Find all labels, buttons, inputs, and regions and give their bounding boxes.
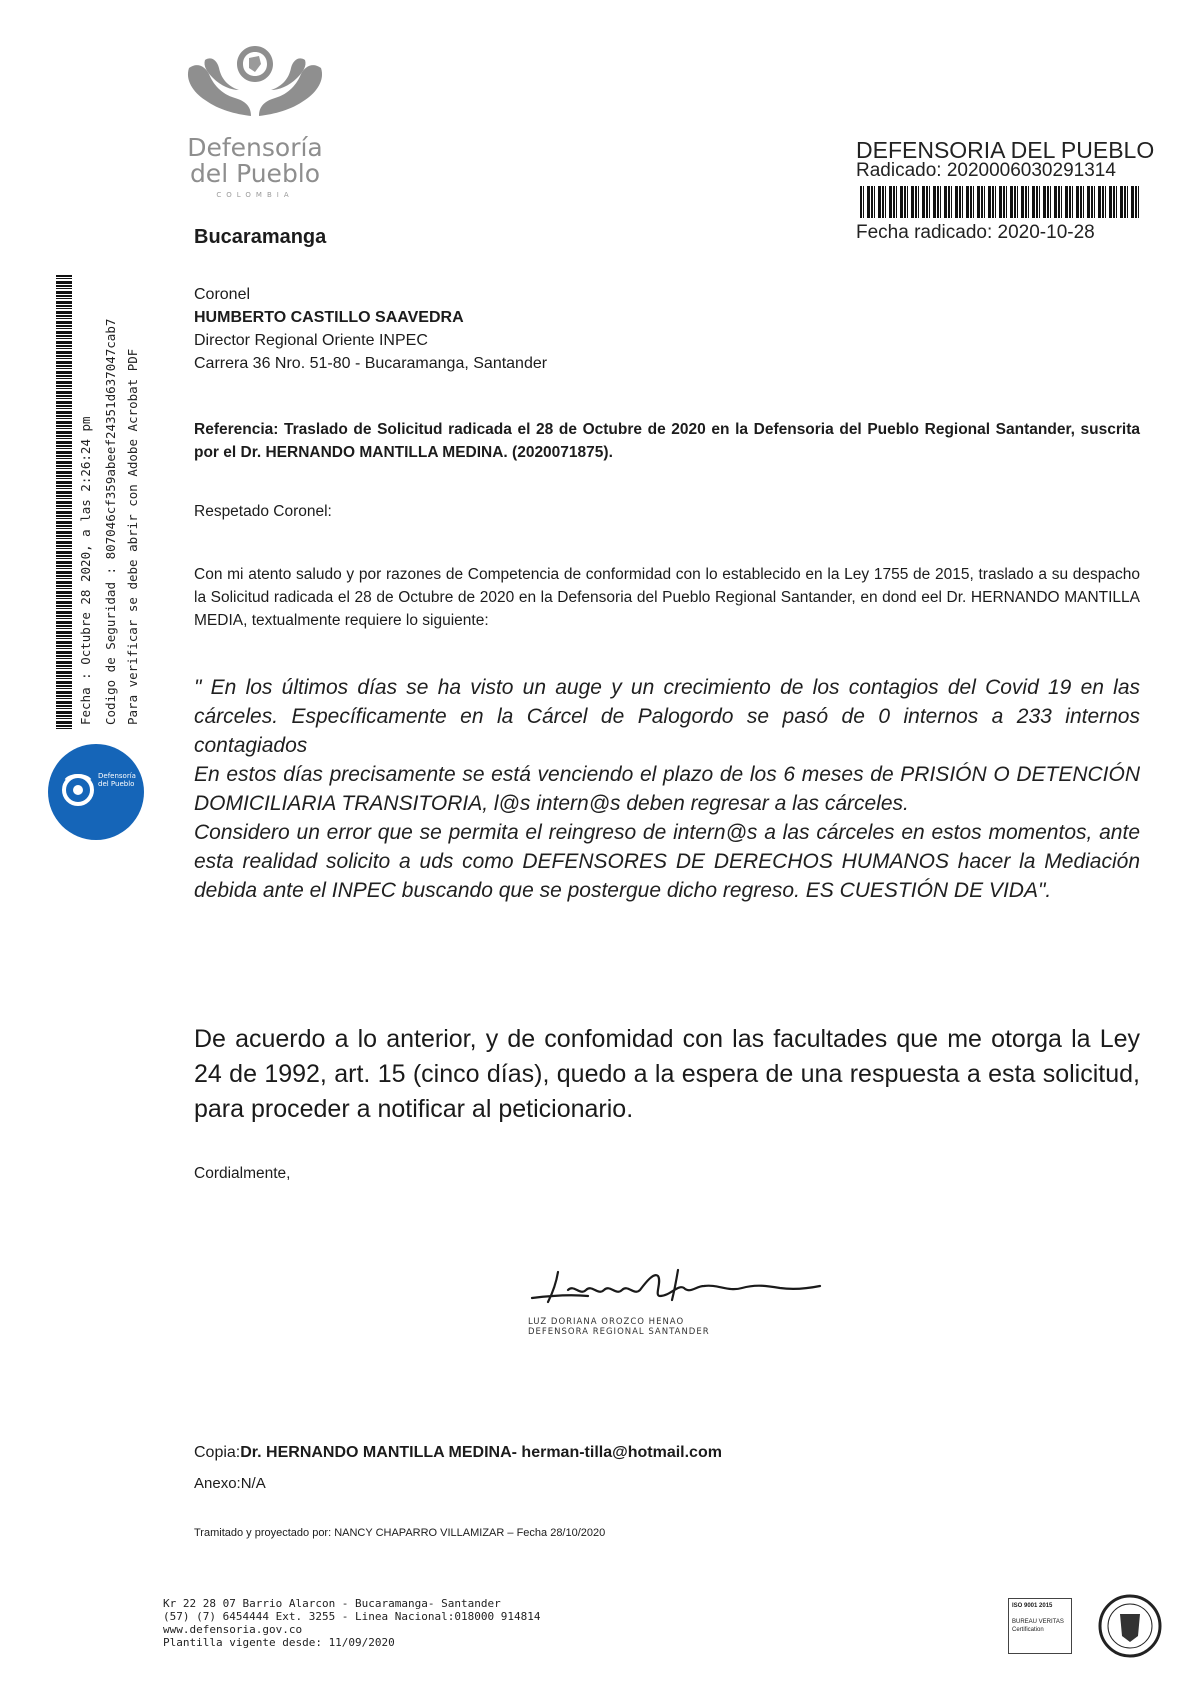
side-security-code: Codigo de Seguridad : 807046cf359abeef24351d637047cab7 (103, 318, 118, 725)
recipient-name: HUMBERTO CASTILLO SAAVEDRA (194, 309, 464, 326)
side-seal (48, 744, 144, 840)
copy-value: Dr. HERNANDO MANTILLA MEDINA- herman-tilla@hotmail.com (240, 1444, 722, 1461)
prepared-by: Tramitado y proyectado por: NANCY CHAPARRO VILLAMIZAR – Fecha 28/10/2020 (194, 1527, 606, 1539)
footer-line-4: Plantilla vigente desde: 11/09/2020 (163, 1636, 395, 1649)
hands-dove-emblem-icon (175, 38, 335, 130)
copy-line (194, 1444, 722, 1462)
greeting: Respetado Coronel: (194, 503, 332, 520)
radicado-stamp (856, 137, 1176, 244)
stamp-barcode (860, 186, 1140, 218)
city-heading: Bucaramanga (194, 226, 327, 248)
footer-line-2: (57) (7) 6454444 Ext. 3255 - Linea Nacional:018000 914814 (163, 1610, 541, 1623)
quote-paragraph-3: Considero un error que se permita el reingreso de intern@s a las cárceles en estos momentos, ante esta realidad solicito a uds como DEFENSORES DE DERECHOS HUMANOS hacer la Mediación debida ante el INPEC buscando que se postergue dicho regreso. ES CUESTIÓN DE VIDA". (194, 821, 1140, 902)
iso-certification-badge (1008, 1592, 1178, 1662)
annex-line: Anexo:N/A (194, 1475, 266, 1492)
recipient-title: Coronel (194, 286, 251, 303)
side-barcode (56, 275, 72, 730)
seal-emblem-icon (48, 744, 144, 840)
signature-block (528, 1262, 858, 1337)
logo-country: COLOMBIA (216, 190, 294, 199)
signatory-name: LUZ DORIANA OROZCO HENAO (528, 1317, 685, 1327)
reference-paragraph: Referencia: Traslado de Solicitud radicada el 28 de Octubre de 2020 en la Defensoria del Pueblo Regional Santander, suscrita por el Dr. HERNANDO MANTILLA MEDINA. (2020071875). (194, 421, 1140, 461)
footer-address (163, 1597, 541, 1649)
footer-line-1: Kr 22 28 07 Barrio Alarcon - Bucaramanga- Santander (163, 1597, 501, 1610)
cert-sub: Certification (1012, 1627, 1044, 1633)
stamp-radicado: Radicado: 2020006030291314 (856, 160, 1116, 181)
conclusion-paragraph: De acuerdo a lo anterior, y de confomidad con las facultades que me otorga la Ley 24 de 1992, art. 15 (cinco días), quedo a la espera de una respuesta a esta solicitud, para proceder a notificar al peticionario. (194, 1025, 1140, 1123)
logo-title-line1: Defensoría (187, 133, 323, 162)
side-date: Fecha : Octubre 28 2020, a las 2:26:24 pm (78, 416, 93, 725)
stamp-fecha: Fecha radicado: 2020-10-28 (856, 222, 1095, 243)
copy-label: Copia: (194, 1444, 241, 1461)
intro-paragraph: Con mi atento saludo y por razones de Competencia de conformidad con lo establecido en la Ley 1755 de 2015, traslado a su despacho la Solicitud radicada el 28 de Octubre de 2020 en la Defensoria del Pueblo Regional Santander, en dond eel Dr. HERNANDO MANTILLA MEDIA, textualmente requiere lo siguiente: (194, 566, 1140, 629)
bureau-veritas-seal-icon (1098, 1592, 1162, 1660)
logo-title-line2: del Pueblo (189, 159, 321, 189)
cert-body: BUREAU VERITAS (1012, 1619, 1064, 1625)
stamp-org: DEFENSORIA DEL PUEBLO (856, 137, 1155, 163)
quote-paragraph-1: " En los últimos días se ha visto un auge y un crecimiento de los contagios del Covid 19 en las cárceles. Específicamente en la Cárcel de Palogordo se pasó de 0 internos a 233 internos contagiados (194, 676, 1140, 757)
seal-text: Defensoría del Pueblo (98, 772, 136, 788)
recipient-address: Carrera 36 Nro. 51-80 - Bucaramanga, Santander (194, 355, 548, 372)
handwritten-signature (528, 1262, 848, 1310)
org-logo (175, 38, 335, 199)
signatory-title: DEFENSORA REGIONAL SANTANDER (528, 1327, 710, 1337)
footer-line-3: www.defensoria.gov.co (163, 1623, 303, 1636)
closing: Cordialmente, (194, 1165, 291, 1182)
quote-paragraph-2: En estos días precisamente se está venciendo el plazo de los 6 meses de PRISIÓN O DETENCIÓN DOMICILIARIA TRANSITORIA, l@s intern@s deben regresar a las cárceles. (194, 763, 1140, 815)
quoted-request (194, 673, 1140, 905)
cert-iso: ISO 9001 2015 (1012, 1603, 1053, 1609)
recipient-role: Director Regional Oriente INPEC (194, 332, 428, 349)
recipient-block (194, 283, 794, 375)
side-verify-note: Para verificar se debe abrir con Adobe Acrobat PDF (125, 348, 140, 725)
